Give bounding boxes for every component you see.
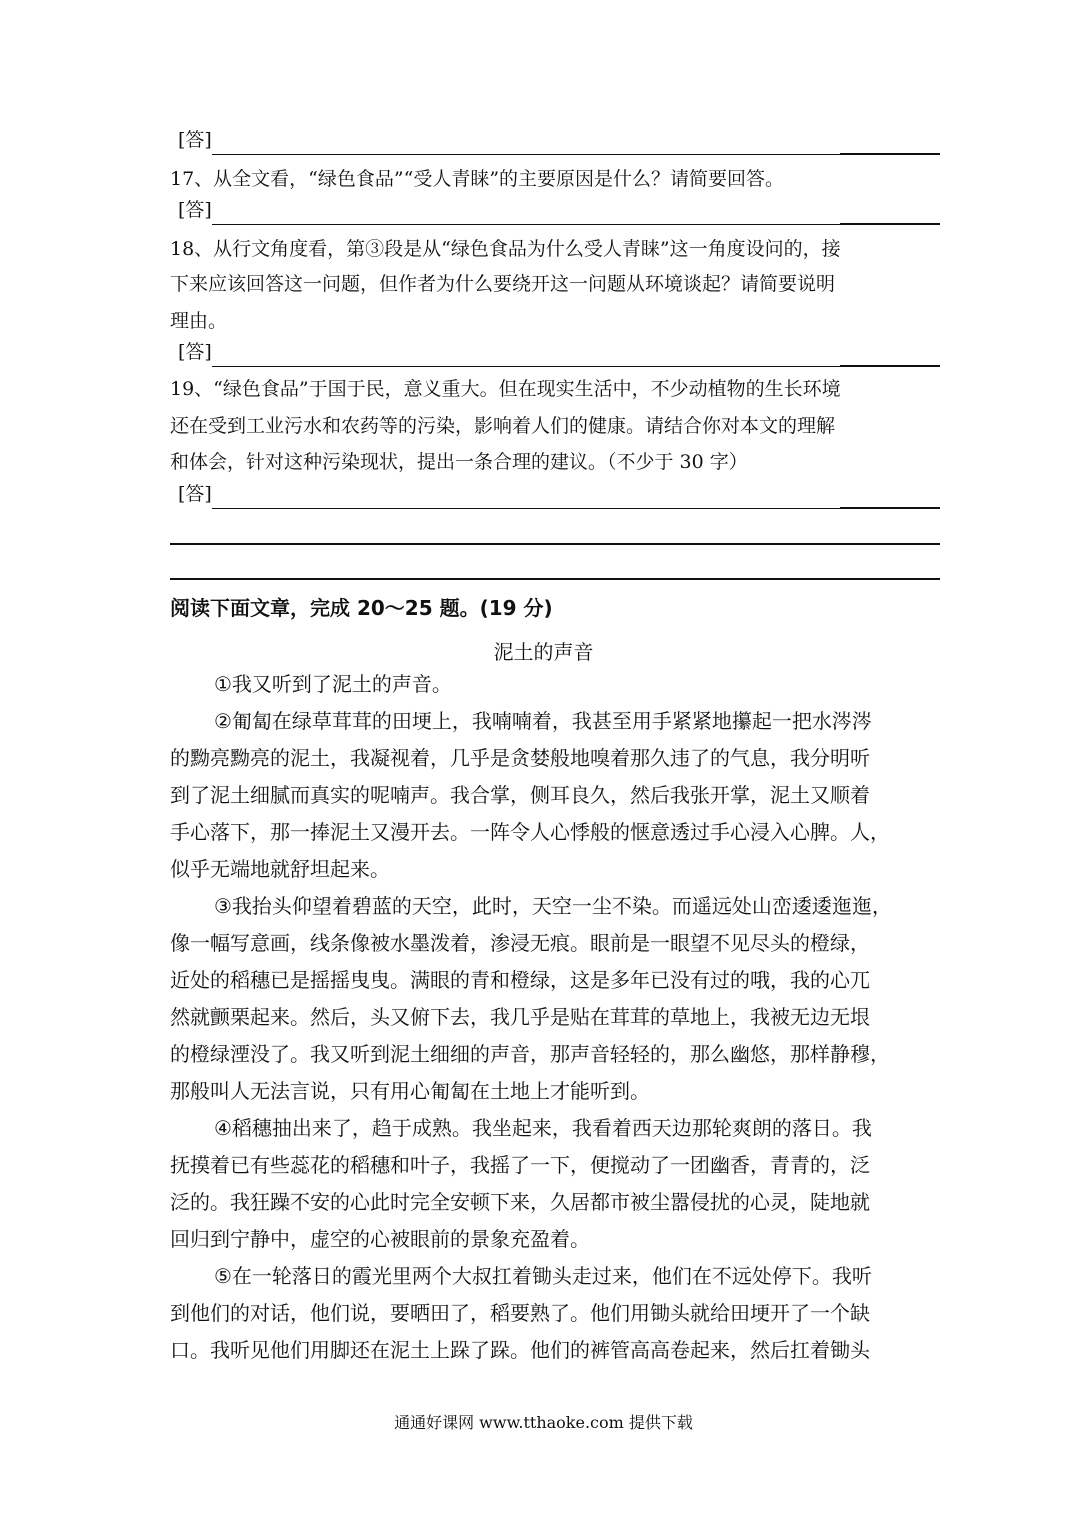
paragraph-1	[170, 666, 940, 703]
answer-extra-line-1[interactable]	[170, 543, 940, 545]
answer-label: [答]	[178, 129, 212, 151]
answer-underline-end	[840, 153, 940, 155]
question-17: 17、从全文看，“绿色食品”“受人青睐”的主要原因是什么？请简要回答。	[170, 168, 785, 190]
paragraph-line: 手心落下，那一捧泥土又漫开去。一阵令人心悸般的惬意透过手心浸入心脾。人，	[170, 820, 890, 844]
paragraph-line: 到了泥土细腻而真实的呢喃声。我合掌，侧耳良久，然后我张开掌，泥土又顺着	[170, 783, 870, 807]
answer-underline	[212, 224, 840, 225]
paragraph-line: ③我抬头仰望着碧蓝的天空，此时，天空一尘不染。而遥远处山峦逶逶迤迤，	[214, 894, 892, 918]
paragraph-line: 近处的稻穗已是摇摇曳曳。满眼的青和橙绿，这是多年已没有过的哦，我的心兀	[170, 968, 870, 992]
answer-line-q19[interactable]	[178, 485, 940, 509]
answer-underline-end	[840, 223, 940, 225]
question-18-line-2: 下来应该回答这一问题，但作者为什么要绕开这一问题从环境谈起？请简要说明	[170, 273, 836, 295]
answer-underline-end	[840, 365, 940, 367]
answer-line-q17[interactable]	[178, 201, 940, 225]
question-18-line-3: 理由。	[170, 310, 228, 332]
page-footer: 通通好课网 www.tthaoke.com 提供下载	[394, 1413, 693, 1432]
question-19-line-2: 还在受到工业污水和农药等的污染，影响着人们的健康。请结合你对本文的理解	[170, 415, 836, 437]
question-19-line-1: 19、“绿色食品”于国于民，意义重大。但在现实生活中，不少动植物的生长环境	[170, 378, 841, 400]
answer-line-q18[interactable]	[178, 343, 940, 367]
paragraph-line: ⑤在一轮落日的霞光里两个大叔扛着锄头走过来，他们在不远处停下。我听	[214, 1264, 872, 1288]
answer-underline	[212, 508, 840, 509]
answer-line-q16[interactable]	[178, 131, 940, 155]
answer-label: [答]	[178, 483, 212, 505]
paragraph-line: 回归到宁静中，虚空的心被眼前的景象充盈着。	[170, 1227, 590, 1251]
section-heading: 阅读下面文章，完成 20～25 题。(19 分)	[170, 596, 553, 620]
paragraph-5	[170, 1258, 940, 1369]
answer-extra-line-2[interactable]	[170, 578, 940, 580]
paragraph-line: 抚摸着已有些蕊花的稻穗和叶子，我摇了一下，便搅动了一团幽香，青青的，泛	[170, 1153, 870, 1177]
question-18-line-1: 18、从行文角度看，第③段是从“绿色食品为什么受人青睐”这一角度设问的，接	[170, 238, 841, 260]
paragraph-line: ②匍匐在绿草茸茸的田埂上，我喃喃着，我甚至用手紧紧地攥起一把水涔涔	[214, 709, 872, 733]
paragraph-line: 的黝亮黝亮的泥土，我凝视着，几乎是贪婪般地嗅着那久违了的气息，我分明听	[170, 746, 870, 770]
paragraph-line: 那般叫人无法言说，只有用心匍匐在土地上才能听到。	[170, 1079, 650, 1103]
paragraph-line: ①我又听到了泥土的声音。	[214, 672, 452, 696]
question-19-line-3: 和体会，针对这种污染现状，提出一条合理的建议。（不少于 30 字）	[170, 451, 748, 473]
paragraph-line: 像一幅写意画，线条像被水墨泼着，渗浸无痕。眼前是一眼望不见尽头的橙绿，	[170, 931, 870, 955]
paragraph-3	[170, 888, 940, 1110]
paragraph-line: 然就颤栗起来。然后，头又俯下去，我几乎是贴在茸茸的草地上，我被无边无垠	[170, 1005, 870, 1029]
answer-underline	[212, 154, 840, 155]
answer-underline-end	[840, 507, 940, 509]
answer-label: [答]	[178, 199, 212, 221]
answer-underline	[212, 366, 840, 367]
article-title: 泥土的声音	[493, 640, 594, 664]
paragraph-line: ④稻穗抽出来了，趋于成熟。我坐起来，我看着西天边那轮爽朗的落日。我	[214, 1116, 872, 1140]
paragraph-line: 口。我听见他们用脚还在泥土上跺了跺。他们的裤管高高卷起来，然后扛着锄头	[170, 1338, 870, 1362]
paragraph-line: 泛的。我狂躁不安的心此时完全安顿下来，久居都市被尘嚣侵扰的心灵，陡地就	[170, 1190, 870, 1214]
paragraph-line: 似乎无端地就舒坦起来。	[170, 857, 390, 881]
paragraph-4	[170, 1110, 940, 1258]
paragraph-2	[170, 703, 940, 888]
paragraph-line: 到他们的对话，他们说，要晒田了，稻要熟了。他们用锄头就给田埂开了一个缺	[170, 1301, 870, 1325]
paragraph-line: 的橙绿湮没了。我又听到泥土细细的声音，那声音轻轻的，那么幽悠，那样静穆，	[170, 1042, 890, 1066]
answer-label: [答]	[178, 341, 212, 363]
